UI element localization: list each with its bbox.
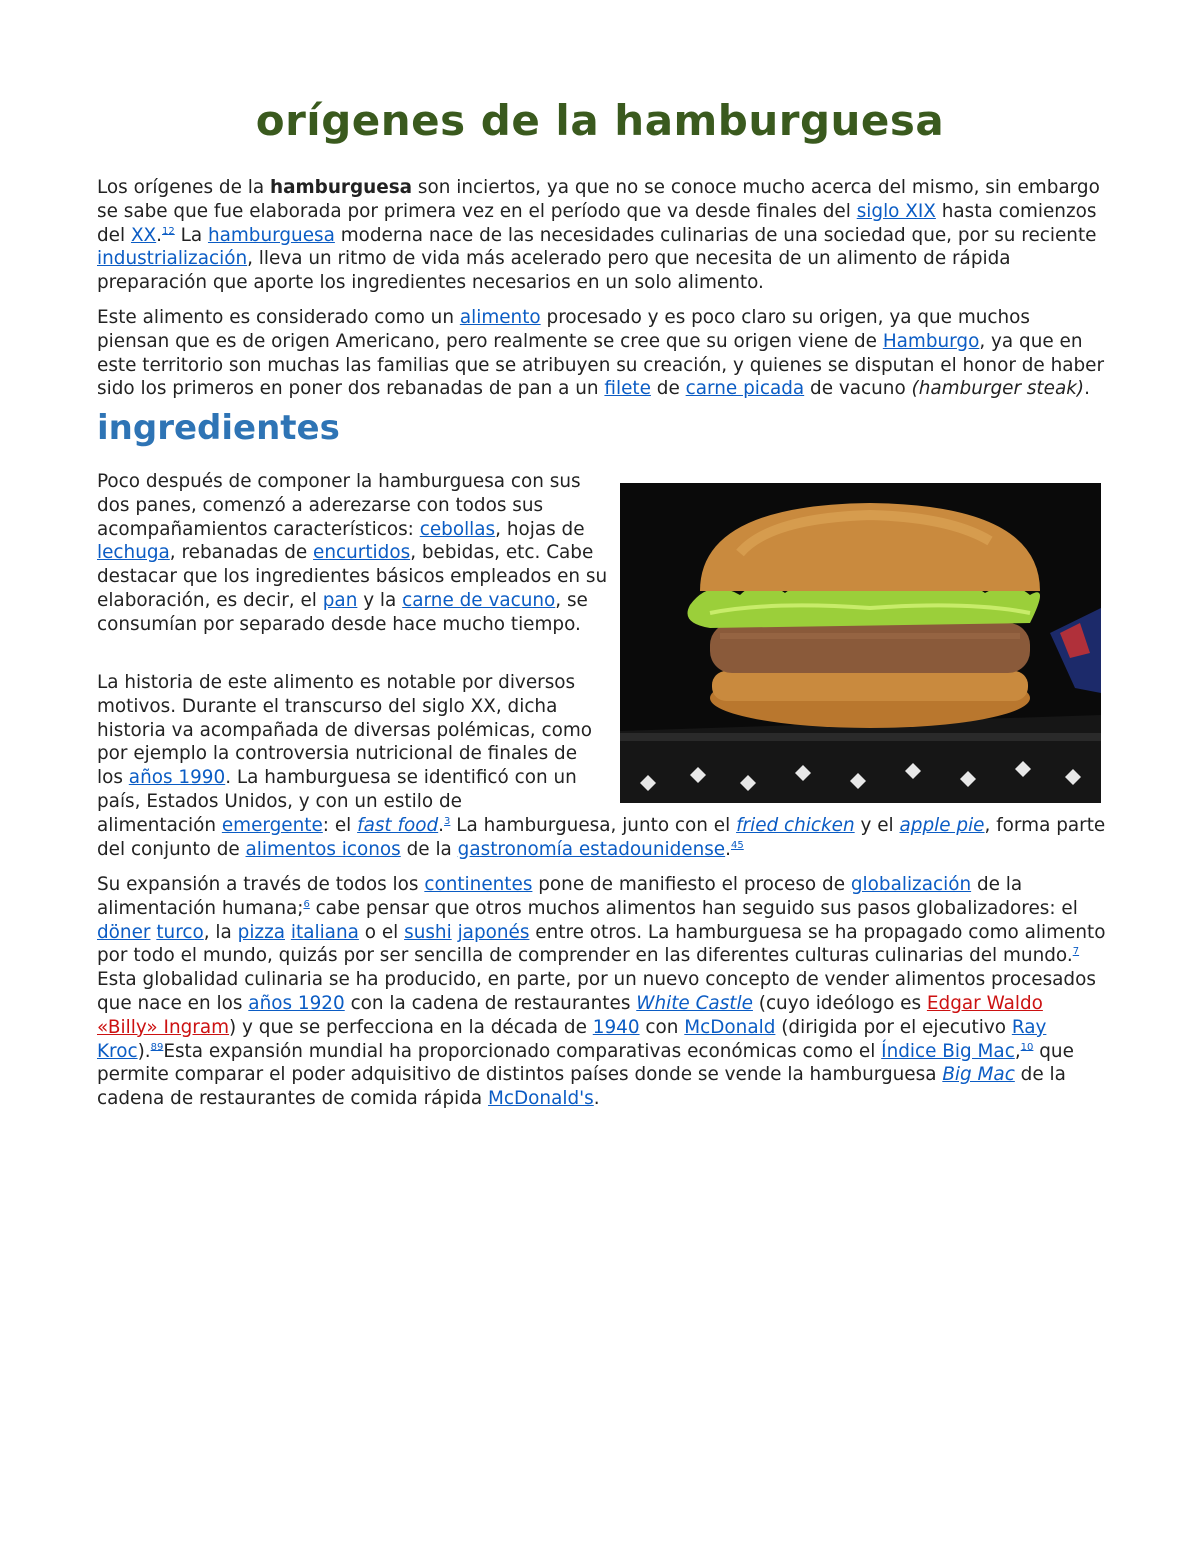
link-indice-big-mac[interactable]: Índice Big Mac <box>881 1040 1015 1062</box>
hamburger-photo <box>620 483 1101 803</box>
link-carne-de-vacuno[interactable]: carne de vacuno <box>402 589 556 611</box>
link-anos-1990[interactable]: años 1990 <box>128 767 226 789</box>
link-big-mac[interactable]: Big Mac <box>942 1064 1015 1086</box>
link-japones[interactable]: japonés <box>457 921 530 943</box>
link-continentes[interactable]: continentes <box>424 874 533 895</box>
ref-link[interactable]: 7 <box>1072 946 1080 958</box>
ref-link[interactable]: 3 <box>444 815 451 827</box>
ref-link[interactable]: 45 <box>731 839 744 851</box>
link-hamburguesa[interactable]: hamburguesa <box>207 224 335 246</box>
link-encurtidos[interactable]: encurtidos <box>313 542 411 564</box>
link-doner[interactable]: döner <box>97 921 151 943</box>
link-alimentos-iconos[interactable]: alimentos iconos <box>245 838 401 860</box>
link-gastronomia-estadounidense[interactable]: gastronomía estadounidense <box>457 838 726 860</box>
link-alimento[interactable]: alimento <box>459 307 541 328</box>
ref-link[interactable]: 89 <box>150 1041 164 1053</box>
link-carne-picada[interactable]: carne picada <box>685 378 805 400</box>
link-xx[interactable]: XX <box>130 224 157 246</box>
link-pizza[interactable]: pizza <box>237 921 286 943</box>
link-ray-kroc[interactable]: Ray Kroc <box>97 1016 1047 1062</box>
link-hamburgo[interactable]: Hamburgo <box>882 330 980 352</box>
link-mcdonald[interactable]: McDonald <box>684 1016 776 1038</box>
link-fried-chicken[interactable]: fried chicken <box>736 815 855 836</box>
link-pan[interactable]: pan <box>322 589 358 611</box>
page-title: orígenes de la hamburguesa <box>255 96 945 145</box>
link-white-castle[interactable]: White Castle <box>636 992 753 1014</box>
link-siglo-xix[interactable]: siglo XIX <box>856 200 936 222</box>
paragraph-expansion: Su expansión a través de todos los continentes pone de manifiesto el proceso de globalización de la alimentación humana;$^6$ cabe pensar que otros muchos alimentos han seguido sus pasos globalizadores: el döner turco, la pizza italiana o el sushi japonés entre otros. La hamburguesa se ha propagado como alimento por todo el mundo, quizás por ser sencilla de comprender en las diferentes culturas culinarias del mundo.$^7$ Esta globalidad culinaria se ha producido, en parte, por un nuevo concepto de vender alimentos procesados que nace en los años 1920 con la cadena de restaurantes White Castle (cuyo ideólogo es Edgar Waldo «Billy» Ingram) y que se perfecciona en la década de 1940 con McDonald (dirigida por el ejecutivo Ray Kroc).$^{89}$Esta expansión mundial ha proporcionado comparativas económicas como el Índice Big Mac,$^{10}$ que permite comparar el poder adquisitivo de distintos países donde se vende la hamburguesa Big Mac de la cadena de restaurantes de comida rápida McDonald's. <box>97 874 1106 1110</box>
link-edgar-ingram[interactable]: Edgar Waldo «Billy» Ingram <box>97 992 1043 1038</box>
link-turco[interactable]: turco <box>156 921 204 943</box>
ref-link[interactable]: 10 <box>1020 1041 1034 1053</box>
link-sushi[interactable]: sushi <box>404 921 452 943</box>
section-heading-ingredientes: ingredientes <box>97 408 340 448</box>
ref-link[interactable]: 12 <box>162 225 175 237</box>
link-cebollas[interactable]: cebollas <box>419 518 496 540</box>
link-globalizacion[interactable]: globalización <box>850 874 972 895</box>
link-anos-1920[interactable]: años 1920 <box>248 992 345 1014</box>
paragraph-origin-theory: Este alimento es considerado como un alimento procesado y es poco claro su origen, ya que muchos piensan que es de origen Americano, pero realmente se cree que su origen viene de Hamburgo, ya que en este territorio son muchas las familias que se atribuyen su creación, y quienes se disputan el honor de haber sido los primeros en poner dos rebanadas de pan a un filete de carne picada de vacuno (hamburger steak). <box>97 307 1105 400</box>
link-apple-pie[interactable]: apple pie <box>899 815 985 836</box>
paragraph-history-continued: alimentación emergente: el fast food.$^3$ La hamburguesa, junto con el fried chicken y el apple pie, forma parte del conjunto de alimentos iconos de la gastronomía estadounidense.$^{45}$ <box>97 815 1106 860</box>
link-emergente[interactable]: emergente <box>221 815 323 836</box>
paragraph-ingredients: Poco después de componer la hamburguesa con sus dos panes, comenzó a aderezarse con todos sus acompañamientos característicos: cebollas, hojas de lechuga, rebanadas de encurtidos, bebidas, etc. Cabe destacar que los ingredientes básicos empleados en su elaboración, es decir, el pan y la carne de vacuno, se consumían por separado desde hace mucho tiempo. <box>97 471 608 635</box>
paragraph-history: La historia de este alimento es notable por diversos motivos. Durante el transcurso del siglo XX, dicha historia va acompañada de diversas polémicas, como por ejemplo la controversia nutricional de finales de los años 1990. La hamburguesa se identificó con un país, Estados Unidos, y con un estilo de <box>97 672 593 812</box>
link-italiana[interactable]: italiana <box>290 921 359 943</box>
link-lechuga[interactable]: lechuga <box>97 542 170 564</box>
link-filete[interactable]: filete <box>604 378 651 400</box>
ref-link[interactable]: 6 <box>303 898 310 910</box>
bold-term: hamburguesa <box>269 177 413 198</box>
link-mcdonalds[interactable]: McDonald's <box>488 1088 594 1110</box>
link-industrializacion[interactable]: industrialización <box>97 248 248 270</box>
link-1940[interactable]: 1940 <box>592 1016 640 1038</box>
link-fast-food[interactable]: fast food <box>357 815 439 836</box>
paragraph-origins: Los orígenes de la hamburguesa son inciertos, ya que no se conoce mucho acerca del mismo, sin embargo se sabe que fue elaborada por primera vez en el período que va desde finales del siglo XIX hasta comienzos del XX.$^{12}$ La hamburguesa moderna nace de las necesidades culinarias de una sociedad que, por su reciente industrialización, lleva un ritmo de vida más acelerado pero que necesita de un alimento de rápida preparación que aporte los ingredientes necesarios en un solo alimento. <box>97 177 1100 294</box>
